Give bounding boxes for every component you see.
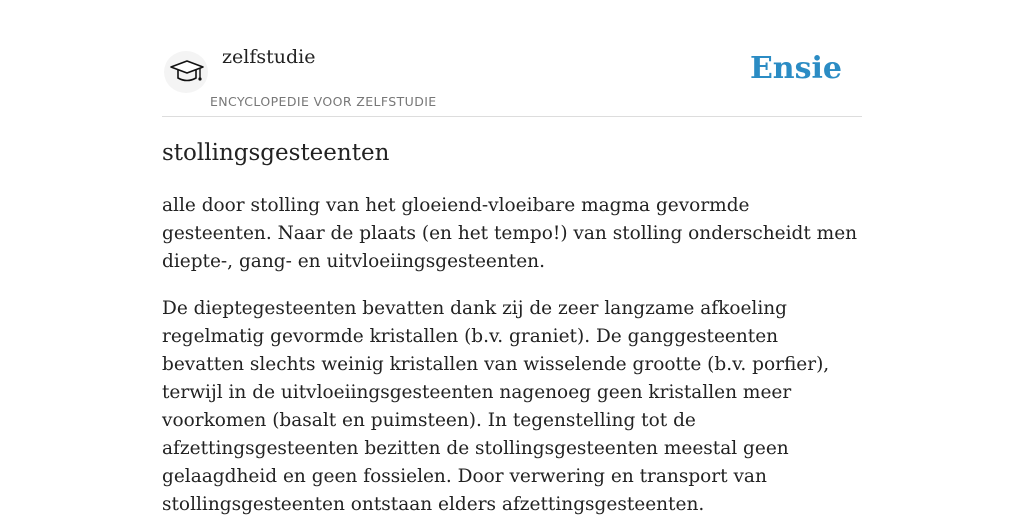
graduation-cap-icon (169, 58, 205, 88)
brand-name[interactable]: zelfstudie (222, 46, 316, 68)
page-container (162, 0, 862, 515)
article-paragraph: alle door stolling van het gloeiend-vloeibare magma gevormde gesteenten. Naar de plaats (en het tempo!) van stolling onderscheidt men diepte-, gang- en uitvloeiingsgesteenten. (162, 195, 858, 272)
article-paragraph: De dieptegesteenten bevatten dank zij de zeer langzame afkoeling regelmatig gevormde kristallen (b.v. graniet). De ganggesteenten bevatten slechts weinig kristallen van wisselende grootte (b.v. porfier), terwijl in de uitvloeiingsgesteenten nagenoeg geen kristallen meer voorkomen (basalt en puimsteen). In tegenstelling tot de afzettingsgesteenten bezitten de stollingsgesteenten meestal geen gelaagdheid en geen fossielen. Door verwering en transport van stollingsgesteenten ontstaan elders afzettingsgesteenten. (162, 298, 830, 515)
site-header (162, 0, 862, 117)
ensie-logo-link[interactable]: Ensie (749, 51, 842, 86)
site-tagline: ENCYCLOPEDIE VOOR ZELFSTUDIE (210, 94, 437, 109)
site-logo[interactable] (164, 51, 208, 93)
article-title: stollingsgesteenten (162, 140, 390, 166)
